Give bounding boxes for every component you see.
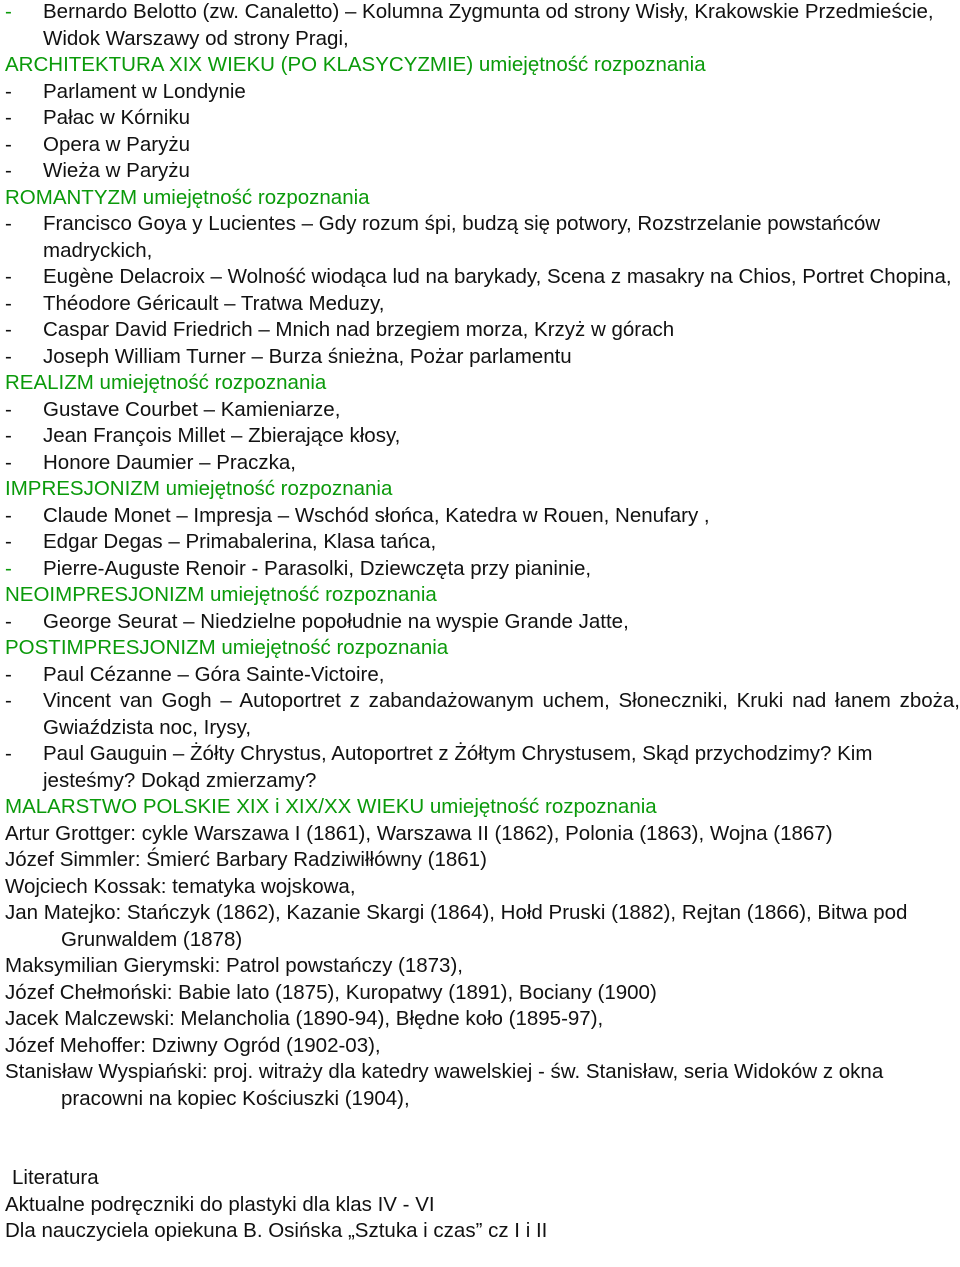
list-item [5, 609, 960, 636]
painter-entry: Stanisław Wyspiański: proj. witraży dla katedry wawelskiej - św. Stanisław, seria Widoków z okna pracowni na kopiec Kościuszki (1904), [5, 1060, 884, 1110]
list-dash: - [5, 265, 12, 288]
list-dash: - [5, 344, 12, 368]
literature-title: Literatura [12, 1166, 99, 1189]
list-item [5, 211, 960, 264]
list-item [5, 158, 960, 185]
list-item [5, 503, 960, 530]
list-item-text: Vincent van Gogh – Autoportret z zabandażowanym uchem, Słoneczniki, Kruki nad łanem zboża, Gwiaździsta noc, Irysy, [43, 689, 960, 739]
list-item [5, 450, 960, 477]
list-item-text: Francisco Goya y Lucientes – Gdy rozum śpi, budzą się potwory, Rozstrzelanie powstańców madryckich, [43, 212, 881, 262]
list-item [5, 105, 960, 132]
list-dash: - [5, 159, 12, 182]
list-item-text: Caspar David Friedrich – Mnich nad brzegiem morza, Krzyż w górach [43, 318, 675, 341]
list-item-text: Paul Gauguin – Żółty Chrystus, Autoportret z Żółtym Chrystusem, Skąd przychodzimy? Kim jesteśmy? Dokąd zmierzamy? [43, 742, 873, 792]
list-item [5, 662, 960, 689]
list-dash: - [5, 609, 12, 633]
list-item [5, 264, 960, 291]
painter-entry: Wojciech Kossak: tematyka wojskowa, [5, 874, 356, 898]
list-dash: - [5, 318, 12, 341]
list-item-text: Claude Monet – Impresja – Wschód słońca, Katedra w Rouen, Nenufary , [43, 503, 710, 527]
list-dash: - [5, 556, 12, 580]
list-item-text: Bernardo Belotto (zw. Canaletto) – Kolumna Zygmunta od strony Wisły, Krakowskie Przedmieście, Widok Warszawy od strony Pragi, [43, 0, 934, 50]
list-item [5, 0, 960, 52]
section-heading: MALARSTWO POLSKIE XIX i XIX/XX WIEKU umiejętność rozpoznania [5, 795, 657, 818]
list-item-text: Wieża w Paryżu [43, 159, 190, 182]
section-heading: IMPRESJONIZM umiejętność rozpoznania [5, 477, 393, 500]
list-dash: - [5, 689, 12, 712]
section-heading: POSTIMPRESJONIZM umiejętność rozpoznania [5, 636, 449, 659]
list-item-text: Joseph William Turner – Burza śnieżna, Pożar parlamentu [43, 344, 572, 368]
list-item-text: Eugène Delacroix – Wolność wiodąca lud na barykady, Scena z masakry na Chios, Portret Chopina, [43, 265, 952, 288]
list-item-text: Edgar Degas – Primabalerina, Klasa tańca, [43, 530, 437, 553]
section-heading: ROMANTYZM umiejętność rozpoznania [5, 185, 370, 209]
list-dash: - [5, 132, 12, 156]
list-item-text: Honore Daumier – Praczka, [43, 450, 296, 474]
list-dash: - [5, 79, 12, 103]
list-item-text: Théodore Géricault – Tratwa Meduzy, [43, 291, 385, 315]
list-dash: - [5, 106, 12, 129]
painter-entry: Jacek Malczewski: Melancholia (1890-94), Błędne koło (1895-97), [5, 1007, 604, 1030]
list-dash: - [5, 530, 12, 553]
literature-entry: Dla nauczyciela opiekuna B. Osińska „Sztuka i czas” cz I i II [5, 1219, 548, 1242]
list-dash: - [5, 424, 12, 447]
painter-entry: Maksymilian Gierymski: Patrol powstańczy (1873), [5, 954, 463, 977]
list-item-text: Jean François Millet – Zbierające kłosy, [43, 424, 401, 447]
list-item [5, 529, 960, 556]
literature-entry: Aktualne podręczniki do plastyki dla klas IV - VI [5, 1192, 435, 1216]
list-item-text: George Seurat – Niedzielne popołudnie na wyspie Grande Jatte, [43, 609, 629, 633]
list-dash: - [5, 0, 12, 23]
list-item-text: Parlament w Londynie [43, 79, 246, 103]
list-item [5, 132, 960, 159]
list-item-text: Pierre-Auguste Renoir - Parasolki, Dziewczęta przy pianinie, [43, 556, 592, 580]
list-item [5, 291, 960, 318]
list-item-text: Opera w Paryżu [43, 132, 190, 156]
painter-entry: Jan Matejko: Stańczyk (1862), Kazanie Skargi (1864), Hołd Pruski (1882), Rejtan (1866), Bitwa pod Grunwaldem (1878) [5, 901, 908, 951]
section-heading: NEOIMPRESJONIZM umiejętność rozpoznania [5, 583, 437, 606]
section-heading: ARCHITEKTURA XIX WIEKU (PO KLASYCYZMIE) umiejętność rozpoznania [5, 53, 706, 76]
list-dash: - [5, 397, 12, 421]
section-heading: REALIZM umiejętność rozpoznania [5, 371, 327, 394]
list-item [5, 741, 960, 794]
list-item [5, 397, 960, 424]
list-dash: - [5, 450, 12, 474]
list-dash: - [5, 503, 12, 527]
list-dash: - [5, 662, 12, 686]
list-item-text: Gustave Courbet – Kamieniarze, [43, 397, 341, 421]
list-item [5, 344, 960, 371]
list-item [5, 79, 960, 106]
painter-entry: Józef Mehoffer: Dziwny Ogród (1902-03), [5, 1033, 381, 1057]
list-item [5, 317, 960, 344]
list-item [5, 688, 960, 741]
vertical-spacer [5, 1112, 960, 1165]
list-dash: - [5, 742, 12, 765]
list-dash: - [5, 291, 12, 315]
document-page [5, 0, 960, 1245]
painter-entry: Artur Grottger: cykle Warszawa I (1861), Warszawa II (1862), Polonia (1863), Wojna (1867) [5, 821, 833, 845]
painter-entry: Józef Chełmoński: Babie lato (1875), Kuropatwy (1891), Bociany (1900) [5, 980, 657, 1004]
list-item-text: Pałac w Kórniku [43, 106, 190, 129]
list-dash: - [5, 212, 12, 235]
list-item [5, 423, 960, 450]
list-item-text: Paul Cézanne – Góra Sainte-Victoire, [43, 662, 385, 686]
painter-entry: Józef Simmler: Śmierć Barbary Radziwiłłówny (1861) [5, 848, 487, 871]
list-item [5, 556, 960, 583]
